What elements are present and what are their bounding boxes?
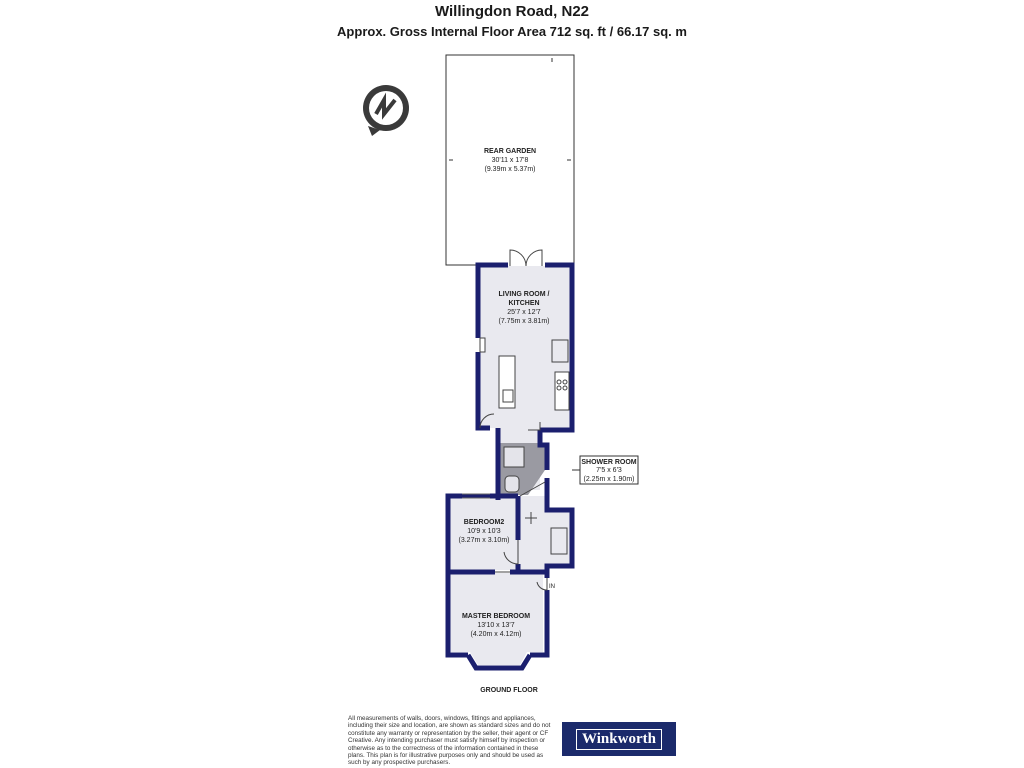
floor-area: Approx. Gross Internal Floor Area 712 sq. ft / 66.17 sq. m	[337, 24, 687, 39]
svg-text:(9.39m x 5.37m): (9.39m x 5.37m)	[484, 166, 536, 173]
brand-name: Winkworth	[576, 729, 662, 750]
property-address: Willingdon Road, N22	[434, 3, 590, 20]
label-rear-garden	[484, 148, 536, 173]
svg-text:13'10 x 13'7: 13'10 x 13'7	[477, 622, 515, 629]
svg-text:SHOWER ROOM: SHOWER ROOM	[581, 459, 637, 466]
svg-text:LIVING ROOM /: LIVING ROOM /	[498, 291, 550, 298]
svg-text:25'7 x 12'7: 25'7 x 12'7	[507, 309, 541, 316]
svg-text:(2.25m x 1.90m): (2.25m x 1.90m)	[583, 476, 635, 483]
brand-logo	[562, 722, 676, 756]
north-compass-icon	[363, 85, 409, 136]
svg-text:7'5 x 6'3: 7'5 x 6'3	[596, 467, 622, 474]
svg-text:(3.27m x 3.10m): (3.27m x 3.10m)	[458, 537, 510, 544]
svg-text:10'9 x 10'3: 10'9 x 10'3	[467, 528, 501, 535]
svg-text:MASTER BEDROOM: MASTER BEDROOM	[461, 613, 531, 620]
disclaimer-text: All measurements of walls, doors, windows, fittings and appliances, including their size and location, are shown as standard sizes and do not constitute any warranty or representation by the seller, their agent or CF Creative. Any intending purchaser must satisfy himself by inspection or otherwise as to the correctness of the information contained in these plans. This plan is for illustrative purposes only and should be used as such by any prospective purchasers.	[348, 715, 551, 767]
svg-text:30'11 x 17'8: 30'11 x 17'8	[491, 157, 529, 164]
entrance-marker: IN	[549, 584, 555, 590]
floor-label: GROUND FLOOR	[480, 687, 538, 694]
svg-text:BEDROOM2: BEDROOM2	[463, 519, 505, 526]
svg-text:KITCHEN: KITCHEN	[508, 300, 540, 307]
svg-text:(7.75m x 3.81m): (7.75m x 3.81m)	[498, 318, 550, 325]
svg-text:(4.20m x 4.12m): (4.20m x 4.12m)	[470, 631, 522, 638]
svg-text:REAR GARDEN: REAR GARDEN	[483, 148, 537, 155]
